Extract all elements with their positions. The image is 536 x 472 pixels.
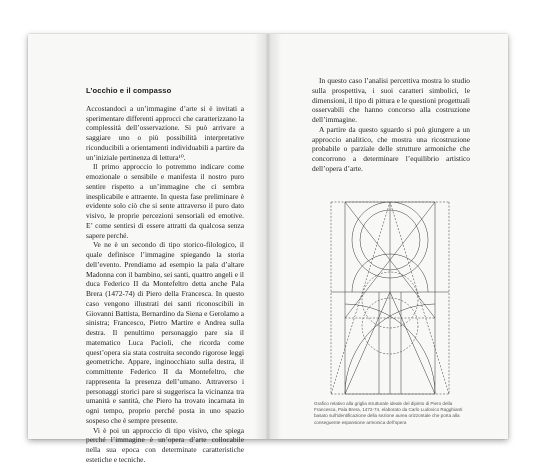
paragraph-intro: Accostandoci a un’immagine d’arte si è invitati a sperimentare differenti approcci che caratterizzano la complessità dell’osservazione. Si può arrivare a saggiare uno o più possibilità interpretative riconducibili a orientamenti individuabili a partire da un’iniziale pertinenza di lettura¹⁰. — [86, 103, 244, 162]
section-heading: L’occhio e il compasso — [86, 86, 172, 95]
triangle-edge — [390, 292, 435, 394]
triangle-edge — [345, 292, 390, 394]
open-book — [28, 34, 508, 464]
right-page — [268, 34, 508, 439]
paragraph-historical: Ve ne è un secondo di tipo storico-filologico, il quale definisce l’immagine spiegando la storia dell’evento. Prendiamo ad esempio la pala d’altare Madonna con il bambino, sei santi, quattro angeli e il duca Federico II da Montefeltro detta anche Pala Brera (1472-74) di Piero della Francesca. In questo caso vengono illustrati dei santi riconoscibili in Giovanni Battista, Bernardino da Siena e Gerolamo a sinistra; Francesco, Pietro Martire e Andrea sulla destra. Il penultimo personaggio pare sia il matematico Luca Pacioli, che ricorda come quest’opera sia stata costruita secondo rigorose leggi geometriche. Appare, inginocchiato sulla destra, il committente Federico II da Montefeltro, che rappresenta la presenza dell’umano. Attraverso i personaggi storici pare si suggerisca la vicinanza tra umanità e santità, che Piero ha trovato incarnata in ogni tempo, proprio perché posta in uno spazio sospeso che è sempre presente. — [86, 240, 244, 425]
paragraph-perceptive: In questo caso l’analisi percettiva mostra lo studio sulla prospettiva, i suoi caratteri simbolici, le dimensioni, il tipo di pittura e le questioni progettuali osservabili che hanno concorso alla costruzione dell’immagine. — [312, 76, 470, 124]
paragraph-analytic: A partire da questo sguardo si può giungere a un approccio analitico, che mostra una ricostruzione probabile o parziale delle strutture armoniche che concorrono a determinare l’equilibrio artistico dell’opera d’arte. — [312, 124, 470, 173]
paragraph-emotional: Il primo approccio lo potremmo indicare come emozionale o sensibile e manifesta il nostro puro sentire rispetto a un’immagine che ci sembra inesplicabile e attraente. In questa fase preliminare è evidente solo ciò che si sente attraverso il puro dato visivo, le proprie percezioni sensoriali ed emotive. E’ come sentirsi di essere attratti da qualcosa senza sapere perché. — [86, 162, 244, 240]
paragraph-visual: Vi è poi un approccio di tipo visivo, che spiega perché l’immagine è un’opera d’arte collocabile nella sua epoca con determinate caratteristiche estetiche e tecniche. — [86, 425, 244, 464]
left-page — [28, 34, 268, 464]
figure-caption: Grafico relativo alla griglia strutturale ideale del dipinto di Piero della Francesca, Pala Brera, 1472-74, elaborato da Carlo Ludovico Ragghianti basato sull’identificazione della sezione aurea orizzontale che porta alla conseguente espansione armonica dell’opera — [314, 401, 463, 425]
left-text-block — [86, 86, 244, 465]
right-text-block — [312, 76, 470, 174]
structural-grid-diagram — [331, 200, 449, 396]
